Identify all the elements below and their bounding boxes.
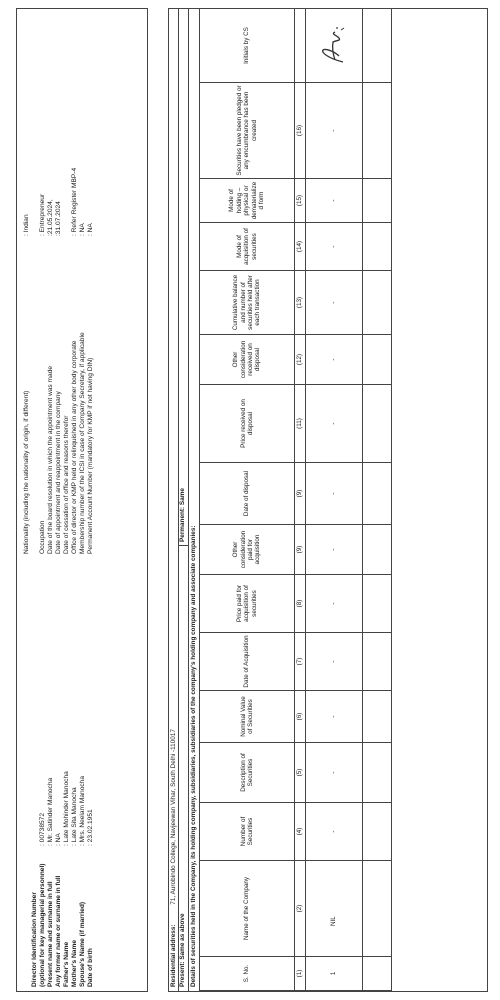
table-cell: -: [306, 463, 363, 525]
table-row: [306, 9, 363, 991]
col-number: (9): [295, 525, 306, 575]
table-cell: 1: [306, 957, 363, 991]
column-number-row: [295, 9, 306, 991]
securities-table: [199, 8, 392, 991]
table-cell: -: [306, 179, 363, 223]
col-header: Securities have been pledged or any encumbrance has been created: [200, 83, 295, 179]
left-label-4: Father's Name: [63, 941, 70, 987]
table-cell: -: [306, 743, 363, 803]
right-label-5: Date of cessation of office and reasons therefor: [63, 415, 70, 554]
residential-label: Residential address:: [170, 924, 177, 987]
right-label-8: Permanent Account Number (mandatory for KMP if not having DIN): [87, 357, 94, 554]
present-address: [178, 913, 187, 987]
col-number: (15): [295, 179, 306, 223]
col-header: Name of the Company: [200, 861, 295, 957]
left-label-1: (optional for key managerial personnel): [39, 863, 46, 987]
col-header: Price received on disposal: [200, 385, 295, 463]
col-header: Date of disposal: [200, 463, 295, 525]
col-number: (5): [295, 743, 306, 803]
securities-heading: [189, 525, 198, 987]
present-label: Present: Same as above: [179, 913, 186, 987]
left-label-6: Spouse's Name (if married): [79, 901, 86, 987]
col-number: (13): [295, 271, 306, 335]
col-header: Cumulative balance and number of securities held after each transaction: [200, 271, 295, 335]
col-header: Number of Securities: [200, 803, 295, 861]
right-value-0: : Indian: [23, 214, 30, 236]
securities-box: [168, 8, 488, 992]
table-cell: -: [306, 271, 363, 335]
col-header: Other consideration received on disposal: [200, 335, 295, 385]
right-label-3: Date of the board resolution in which the appointment was made: [47, 365, 54, 554]
right-label-0: Nationality (including the nationality of origin, if different): [23, 390, 30, 554]
right-value-7: : NA: [79, 223, 86, 236]
col-number: (16): [295, 83, 306, 179]
col-number: (7): [295, 633, 306, 691]
col-number: [295, 9, 306, 83]
right-label-4: Date of appointment and reappointment in the company: [55, 391, 62, 554]
col-number: (9): [295, 463, 306, 525]
col-header: Other consideration paid for acquisition: [200, 525, 295, 575]
col-header: S. No.: [200, 957, 295, 991]
col-header: Date of Acquisition: [200, 633, 295, 691]
col-number: (6): [295, 691, 306, 743]
right-value-8: : NA: [87, 223, 94, 236]
table-cell: -: [306, 691, 363, 743]
table-cell: -: [306, 223, 363, 271]
table-cell: -: [306, 633, 363, 691]
right-value-4: :31.07.2024: [55, 201, 62, 236]
col-number: (12): [295, 335, 306, 385]
permanent-label: Permanent: Same: [179, 488, 186, 542]
table-cell: -: [306, 335, 363, 385]
left-label-2: Present name and surname in full: [47, 881, 54, 987]
table-cell: -: [306, 575, 363, 633]
col-number: (4): [295, 803, 306, 861]
right-label-7: Membership number of the ICSI in case of Company Secretary, if applicable: [79, 332, 86, 554]
left-value-6: : Mrs. Neelam Manocha: [79, 776, 86, 846]
left-label-3: Any former name or surname in full: [55, 875, 62, 987]
left-value-5: : Late Sita Manocha: [71, 787, 78, 846]
right-label-6: Office of director or KMP held or relinquished in any other body corporate: [71, 340, 78, 554]
table-header-row: [200, 9, 295, 991]
table-cell: NIL: [306, 861, 363, 957]
left-label-7: Date of birth: [87, 948, 94, 987]
right-value-2: : Entrepreneur: [39, 193, 46, 236]
col-header: Price paid for acquisition of securities: [200, 575, 295, 633]
right-value-6: : Refer Register MBP-4: [71, 167, 78, 236]
left-label-5: Mother's Name: [71, 939, 78, 987]
left-value-7: : 23.02.1951: [87, 809, 94, 846]
table-row-empty: [363, 9, 392, 991]
col-header: Nominal Value of Securities: [200, 691, 295, 743]
right-value-3: :21.05.2024,: [47, 199, 54, 236]
col-header: Mode of acquisition of securities: [200, 223, 295, 271]
col-number: (1): [295, 957, 306, 991]
left-value-1: : 00738572: [39, 812, 46, 846]
col-number: (11): [295, 385, 306, 463]
col-header: Initials by CS: [200, 9, 295, 83]
right-label-2: Occupation: [39, 520, 46, 554]
left-label-0: Director Identification Number: [31, 892, 38, 987]
col-number: (8): [295, 575, 306, 633]
table-cell: -: [306, 525, 363, 575]
director-details-box: [16, 8, 148, 992]
residential-line: [169, 729, 178, 987]
left-value-4: : Late Mohinder Manocha: [63, 771, 70, 846]
col-header: Description of Securities: [200, 743, 295, 803]
col-number: (14): [295, 223, 306, 271]
table-cell: -: [306, 83, 363, 179]
securities-heading-text: Details of securities held in the Company, its holding company, subsidiaries, subsidiaries of the company's holding company and associate companies:: [190, 525, 197, 987]
table-cell: -: [306, 385, 363, 463]
cs-initials-cell: [306, 9, 363, 83]
left-value-3: : NA: [55, 833, 62, 846]
divider: [178, 545, 188, 546]
residential-value: 71, Aurobindo College, Navjeewan Vihar, South Delhi -110017: [170, 729, 177, 905]
signature-icon: [317, 23, 349, 69]
col-number: (2): [295, 861, 306, 957]
col-header: Mode of holding – physical or dematerialized form: [200, 179, 295, 223]
table-cell: -: [306, 803, 363, 861]
permanent-address: [178, 488, 187, 542]
left-value-2: : Mr. Satinder Manocha: [47, 777, 54, 846]
